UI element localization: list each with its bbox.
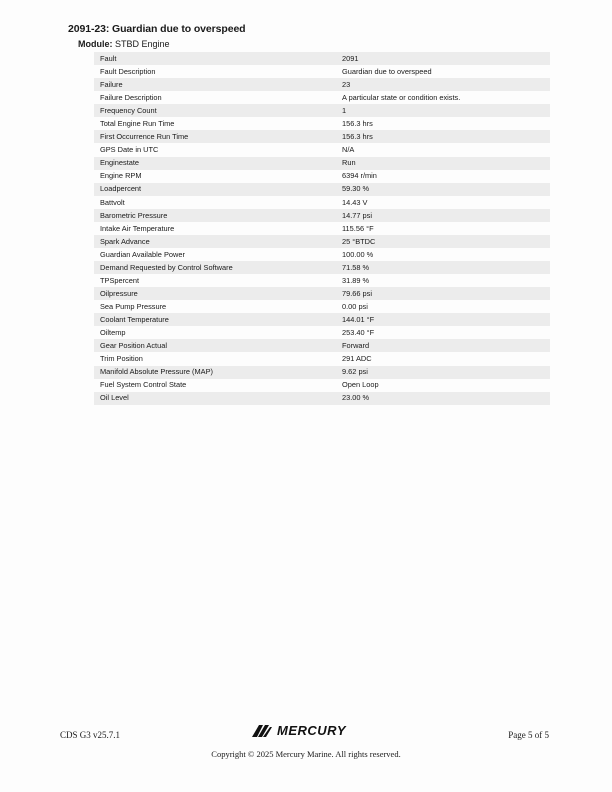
row-value: 6394 r/min xyxy=(342,171,377,181)
fault-details-table xyxy=(94,52,550,405)
row-value: 1 xyxy=(342,106,347,116)
row-value: 59.30 % xyxy=(342,184,370,194)
row-value: 0.00 psi xyxy=(342,302,368,312)
row-label: Fault Description xyxy=(100,66,156,76)
row-label: GPS Date in UTC xyxy=(100,145,159,155)
software-version: CDS G3 v25.7.1 xyxy=(60,730,121,740)
row-value: 144.01 °F xyxy=(342,315,375,325)
row-label: Enginestate xyxy=(100,158,140,168)
row-label: TPSpercent xyxy=(100,275,140,285)
table-row xyxy=(94,130,550,143)
row-label: Guardian Available Power xyxy=(100,249,185,259)
row-value: Forward xyxy=(342,341,370,351)
table-row xyxy=(94,300,550,313)
table-row xyxy=(94,157,550,170)
row-value: 79.66 psi xyxy=(342,288,372,298)
row-label: Fault xyxy=(100,53,117,63)
row-value: 71.58 % xyxy=(342,262,370,272)
row-label: First Occurrence Run Time xyxy=(100,132,189,142)
row-label: Battvolt xyxy=(100,197,125,207)
table-row xyxy=(94,379,550,392)
row-label: Trim Position xyxy=(100,354,143,364)
row-value: 14.43 V xyxy=(342,197,368,207)
row-label: Failure xyxy=(100,79,123,89)
table-row xyxy=(94,222,550,235)
row-label: Oilpressure xyxy=(100,288,138,298)
module-label: Module: xyxy=(78,39,113,49)
row-value: 9.62 psi xyxy=(342,367,368,377)
row-value: 2091 xyxy=(342,53,359,63)
row-label: Sea Pump Pressure xyxy=(100,302,167,312)
row-label: Gear Position Actual xyxy=(100,341,167,351)
row-label: Manifold Absolute Pressure (MAP) xyxy=(100,367,213,377)
row-value: 100.00 % xyxy=(342,249,374,259)
table-row xyxy=(94,248,550,261)
table-row xyxy=(94,78,550,91)
module-value: STBD Engine xyxy=(115,39,170,49)
row-value: 14.77 psi xyxy=(342,210,372,220)
row-value: A particular state or condition exists. xyxy=(342,93,461,103)
table-row xyxy=(94,104,550,117)
table-row xyxy=(94,392,550,405)
copyright-notice: Copyright © 2025 Mercury Marine. All rights reserved. xyxy=(211,749,401,759)
table-row xyxy=(94,339,550,352)
mercury-wing-icon xyxy=(251,724,273,738)
row-label: Loadpercent xyxy=(100,184,142,194)
table-row xyxy=(94,366,550,379)
table-row xyxy=(94,261,550,274)
row-label: Fuel System Control State xyxy=(100,380,187,390)
table-row xyxy=(94,143,550,156)
module-line xyxy=(78,39,170,49)
row-value: N/A xyxy=(342,145,355,155)
row-label: Frequency Count xyxy=(100,106,157,116)
brand-wordmark: MERCURY xyxy=(277,723,346,738)
row-value: 115.56 °F xyxy=(342,223,374,233)
row-label: Oil Level xyxy=(100,393,129,403)
table-row xyxy=(94,117,550,130)
table-row xyxy=(94,52,550,65)
mercury-logo xyxy=(251,723,346,738)
row-value: Open Loop xyxy=(342,380,379,390)
table-row xyxy=(94,287,550,300)
row-value: 291 ADC xyxy=(342,354,372,364)
table-row xyxy=(94,170,550,183)
row-value: Run xyxy=(342,158,356,168)
row-label: Coolant Temperature xyxy=(100,315,169,325)
row-value: 156.3 hrs xyxy=(342,132,373,142)
table-row xyxy=(94,274,550,287)
row-value: 156.3 hrs xyxy=(342,119,373,129)
fault-title: 2091-23: Guardian due to overspeed xyxy=(68,23,246,35)
table-row xyxy=(94,65,550,78)
row-label: Failure Description xyxy=(100,93,162,103)
row-value: 25 °BTDC xyxy=(342,236,376,246)
table-row xyxy=(94,183,550,196)
table-row xyxy=(94,352,550,365)
row-label: Intake Air Temperature xyxy=(100,223,175,233)
table-row xyxy=(94,196,550,209)
row-value: Guardian due to overspeed xyxy=(342,66,432,76)
row-value: 31.89 % xyxy=(342,275,370,285)
row-value: 23 xyxy=(342,79,351,89)
row-label: Barometric Pressure xyxy=(100,210,168,220)
table-row xyxy=(94,209,550,222)
table-row xyxy=(94,326,550,339)
row-label: Demand Requested by Control Software xyxy=(100,262,233,272)
table-row xyxy=(94,313,550,326)
row-label: Engine RPM xyxy=(100,171,142,181)
row-value: 23.00 % xyxy=(342,393,370,403)
row-value: 253.40 °F xyxy=(342,328,375,338)
row-label: Spark Advance xyxy=(100,236,150,246)
row-label: Oiltemp xyxy=(100,328,126,338)
table-row xyxy=(94,235,550,248)
page-number: Page 5 of 5 xyxy=(508,730,549,740)
row-label: Total Engine Run Time xyxy=(100,119,175,129)
table-row xyxy=(94,91,550,104)
